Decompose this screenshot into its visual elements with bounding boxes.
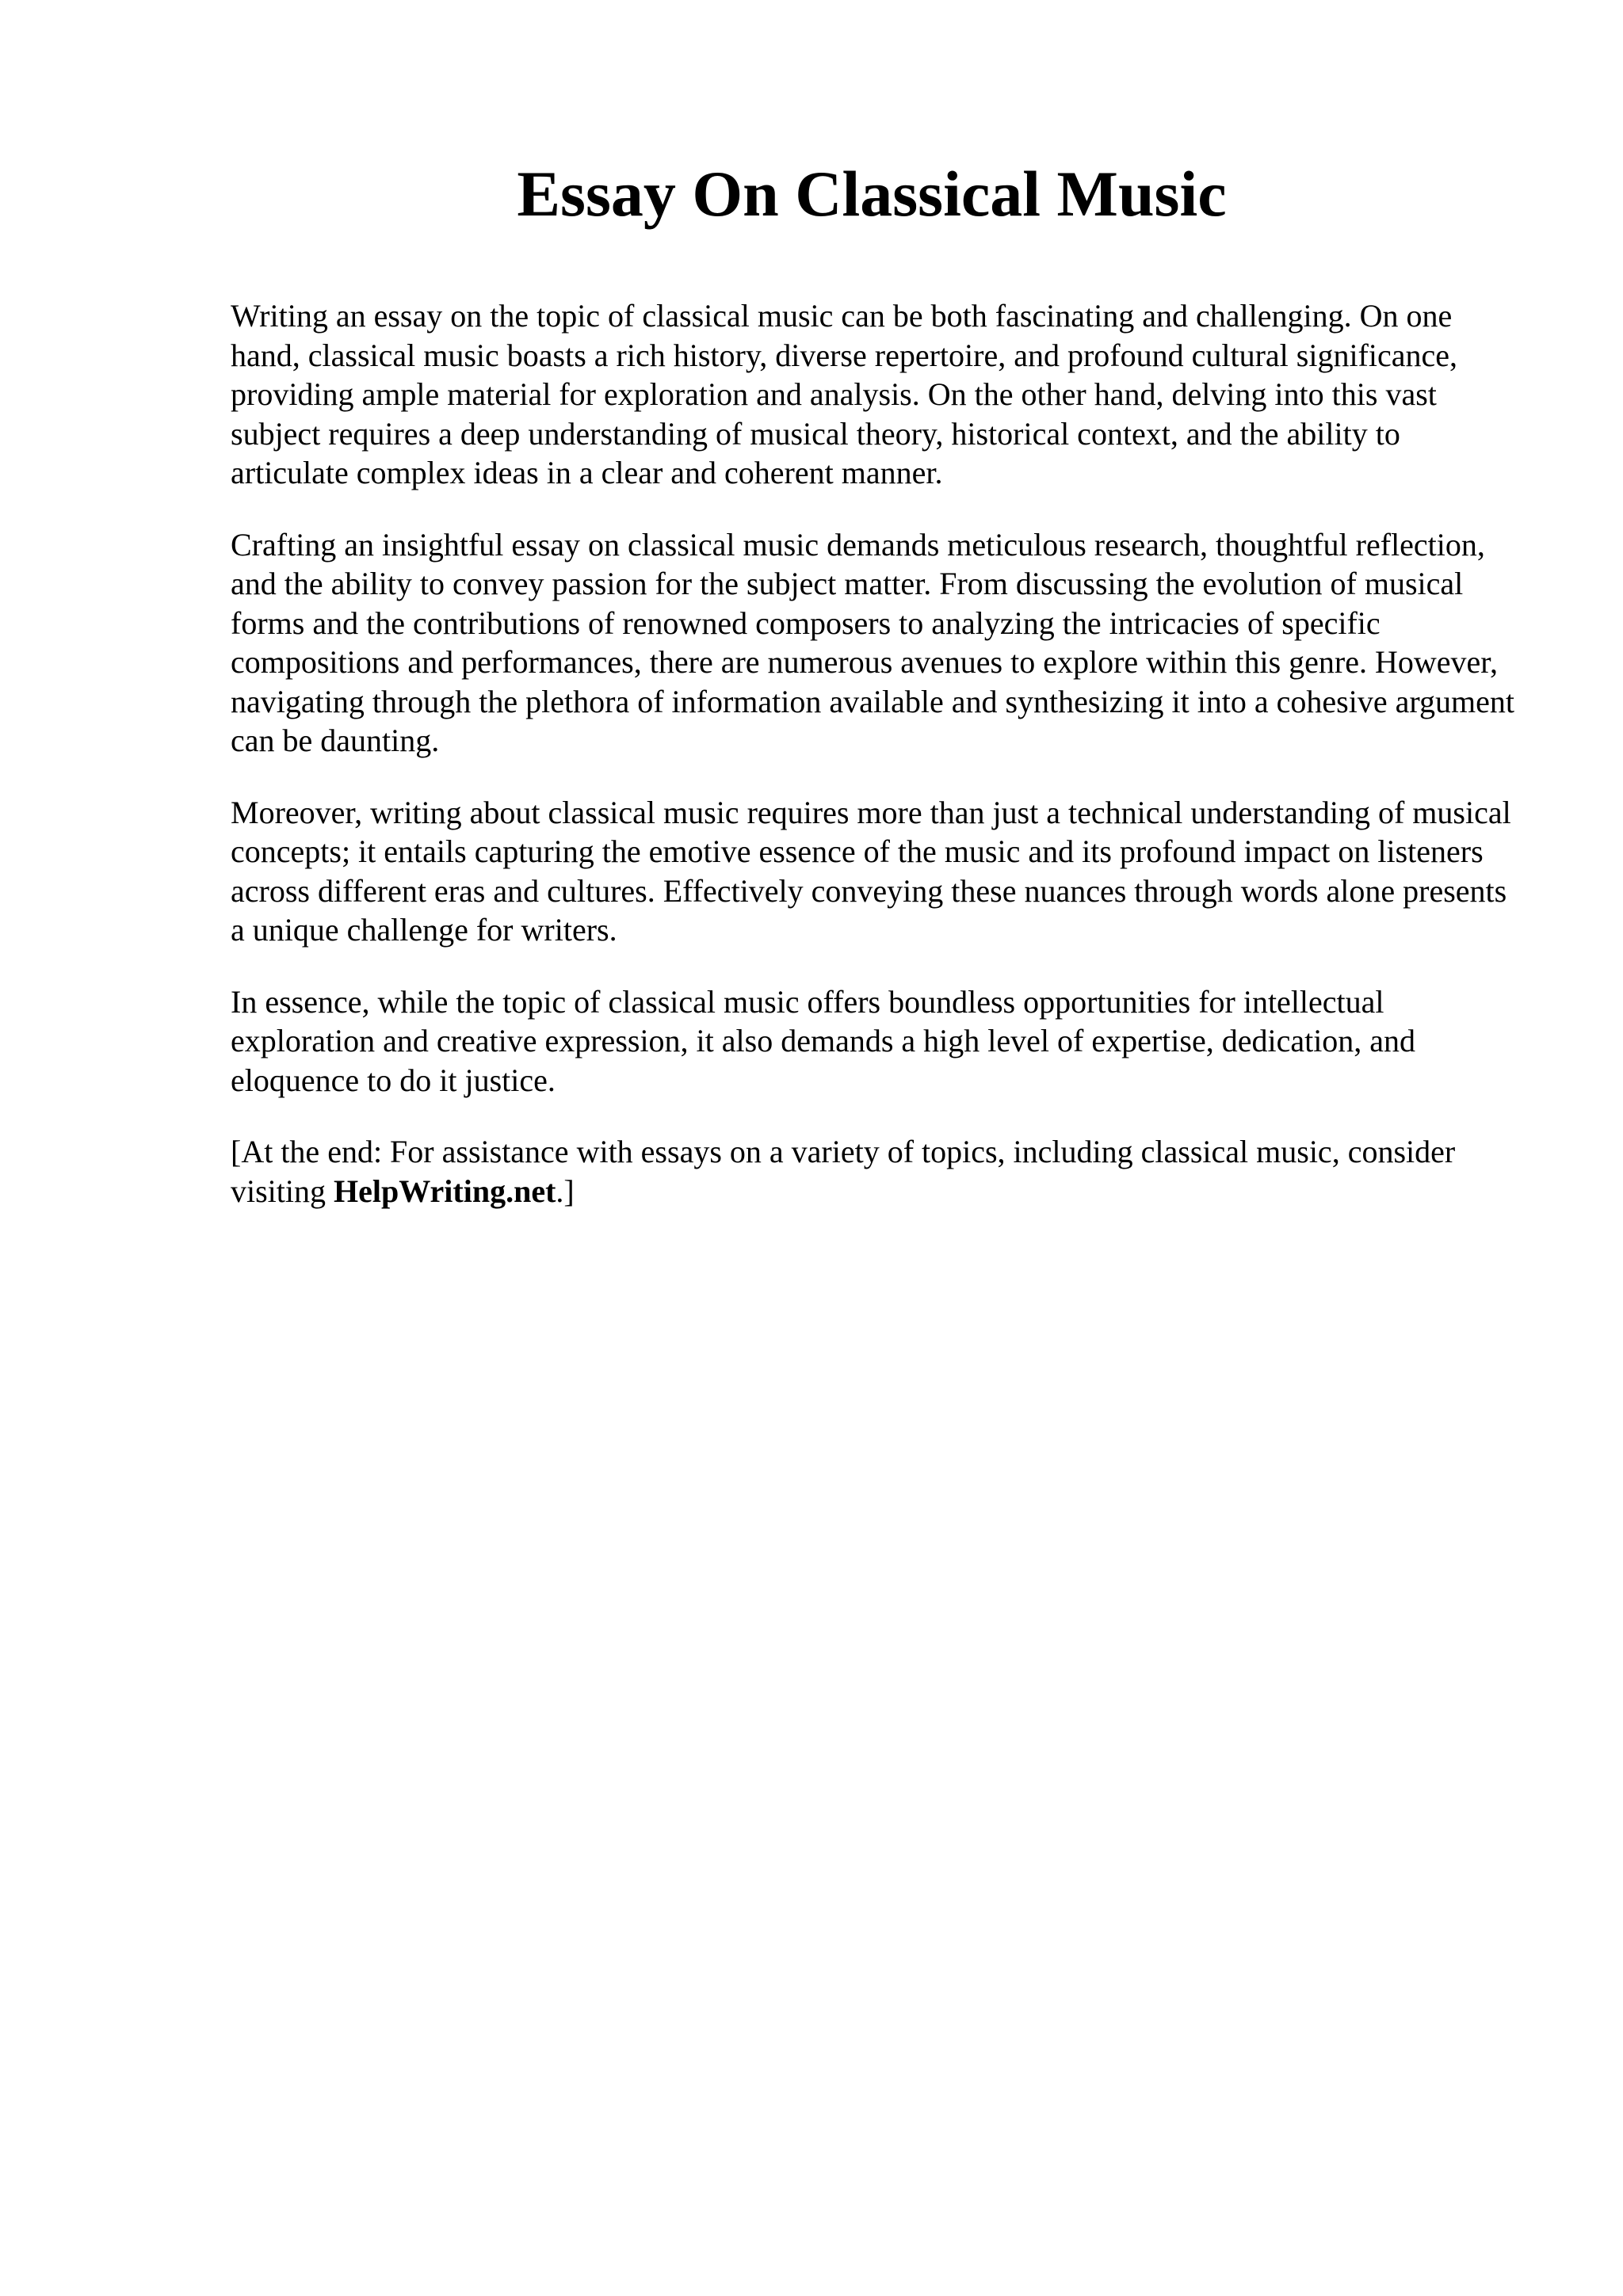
footer-note <box>231 1132 1522 1211</box>
footer-note-suffix: .] <box>556 1173 575 1209</box>
paragraph-3: Moreover, writing about classical music requires more than just a technical understanding of musical concepts; it entails capturing the emotive essence of the music and its profound impact on listeners across different eras and cultures. Effectively conveying these nuances through words alone presents a unique challenge for writers. <box>231 794 1511 948</box>
paragraph-4: In essence, while the topic of classical music offers boundless opportunities for intellectual exploration and creative expression, it also demands a high level of expertise, dedication, and eloquence to do it justice. <box>231 983 1416 1098</box>
document-body <box>231 296 1522 1243</box>
document-title: Essay On Classical Music <box>517 158 1227 230</box>
helpwriting-link[interactable]: HelpWriting.net <box>334 1173 556 1209</box>
paragraph-1: Writing an essay on the topic of classical music can be both fascinating and challenging. On one hand, classical music boasts a rich history, diverse repertoire, and profound cultural significance, providing ample material for exploration and analysis. On the other hand, delving into this vast subject requires a deep understanding of musical theory, historical context, and the ability to articulate complex ideas in a clear and coherent manner. <box>231 298 1458 490</box>
paragraph-2: Crafting an insightful essay on classical music demands meticulous research, thoughtful reflection, and the ability to convey passion for the subject matter. From discussing the evolution of musical forms and the contributions of renowned composers to analyzing the intricacies of specific compositions and performances, there are numerous avenues to explore within this genre. However, navigating through the plethora of information available and synthesizing it into a cohesive argument can be daunting. <box>231 526 1514 758</box>
footer-note-prefix: [At the end: For assistance with essays on a variety of topics, including classical music, consider visiting <box>231 1134 1456 1209</box>
